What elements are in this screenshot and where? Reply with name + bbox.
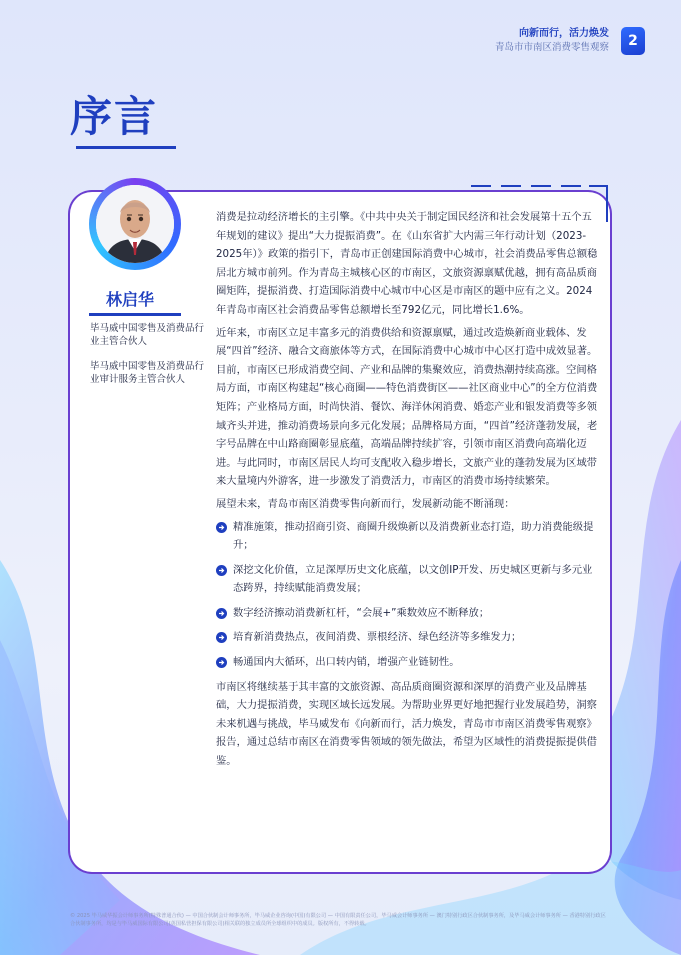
list-item <box>216 561 598 598</box>
avatar <box>89 178 181 270</box>
page-title: 序言 <box>70 92 159 141</box>
bullet-list <box>216 518 598 672</box>
arrow-circle-right-icon <box>216 522 227 533</box>
list-item <box>216 653 598 672</box>
name-underline <box>89 313 181 316</box>
list-item <box>216 604 598 623</box>
page-number: 2 <box>621 27 645 55</box>
profile-name: 林启华 <box>105 290 154 309</box>
list-item <box>216 628 598 647</box>
preface-body <box>216 208 598 775</box>
arrow-circle-right-icon <box>216 632 227 643</box>
arrow-circle-right-icon <box>216 657 227 668</box>
header-title: 向新而行，活力焕发 <box>519 28 609 39</box>
list-item-text: 数字经济擦动消费新杠杆，“会展+”乘数效应不断释放； <box>233 606 490 619</box>
paragraph: 近年来，市南区立足丰富多元的消费供给和资源禀赋，通过改造焕新商业载体、发展“四首”经济、融合文商旅体等方式，在国际消费中心城市中心区打造中成效显著。目前，市南区已形成消费空间、产业和品牌的集聚效应，消费热潮持续高涨。空间格局方面，市南区构建起“核心商圈——特色消费街区——社区商业中心”的全方位消费矩阵；产业格局方面，时尚快消、餐饮、海洋休闲消费、婚恋产业和银发消费等多领域齐头并进，推动消费场景向多元化发展；品牌格局方面，“四首”经济蓬勃发展，老字号品牌在中山路商圈彰显底蕴，高端品牌持续扩容，引领市南区消费向高端化迈进。与此同时，市南区居民人均可支配收入稳步增长，文旅产业的蓬勃发展为区域带来大量境内外游客，进一步激发了消费活力，市南区的消费市场持续繁荣。 <box>216 326 598 488</box>
profile-role: 毕马威中国零售及消费品行业审计服务主管合伙人 <box>90 361 205 385</box>
list-item-text: 培育新消费热点，夜间消费、票根经济、绿色经济等多维发力； <box>233 631 522 644</box>
title-underline <box>76 146 176 149</box>
paragraph: 消费是拉动经济增长的主引擎。《中共中央关于制定国民经济和社会发展第十五个五年规划的建议》提出“大力提振消费”。在《山东省扩大内需三年行动计划（2023-2025年）》政策的指引下，青岛市正创建国际消费中心城市，社会消费品零售总额稳居北方城市前列。作为青岛主城核心区的市南区，文旅资源禀赋优越，拥有高品质商圈矩阵，提振消费、打造国际消费中心城市中心区是市南区的题中应有之义。2024年青岛市南区社会消费品零售总额增长至792亿元，同比增长1.6%。 <box>216 211 598 316</box>
paragraph: 市南区将继续基于其丰富的文旅资源、高品质商圈资源和深厚的消费产业及品牌基础，大力提振消费，实现区域长远发展。为帮助业界更好地把握行业发展趋势，洞察未来机遇与挑战，毕马威发布《向新而行，活力焕发，青岛市市南区消费零售观察》报告，通过总结市南区在消费零售领域的领先做法，希望为区域性的消费提振提供借鉴。 <box>216 680 597 768</box>
list-item-text: 精准施策，推动招商引资、商圈升级焕新以及消费新业态打造，助力消费能级提升； <box>233 520 594 552</box>
list-item <box>216 518 598 555</box>
arrow-circle-right-icon <box>216 565 227 576</box>
paragraph: 展望未来，青岛市南区消费零售向新而行，发展新动能不断涌现： <box>216 497 515 510</box>
copyright-footer: © 2025 毕马威华振会计师事务所(特殊普通合伙) — 中国合伙制会计师事务所，毕马威企业咨询(中国)有限公司 — 中国有限责任公司，毕马威会计师事务所 — 澳门特别行政区合伙制事务所，及毕马威会计师事务所 — 香港特别行政区合伙制事务所，均是与毕马威国际有限公司(英国私营担保有限公司)相关联的独立成员所全球组织中的成员。版权所有，不得转载。 <box>70 913 606 927</box>
header-subtitle: 青岛市市南区消费零售观察 <box>494 42 609 53</box>
arrow-circle-right-icon <box>216 608 227 619</box>
list-item-text: 畅通国内大循环，出口转内销，增强产业链韧性。 <box>233 656 460 669</box>
list-item-text: 深挖文化价值，立足深厚历史文化底蕴，以文创IP开发、历史城区更新与多元业态跨界，持续赋能消费发展； <box>233 563 593 595</box>
profile-roles <box>90 322 210 398</box>
portrait-icon <box>96 185 174 263</box>
profile-role: 毕马威中国零售及消费品行业主管合伙人 <box>90 323 205 347</box>
header <box>495 27 609 55</box>
